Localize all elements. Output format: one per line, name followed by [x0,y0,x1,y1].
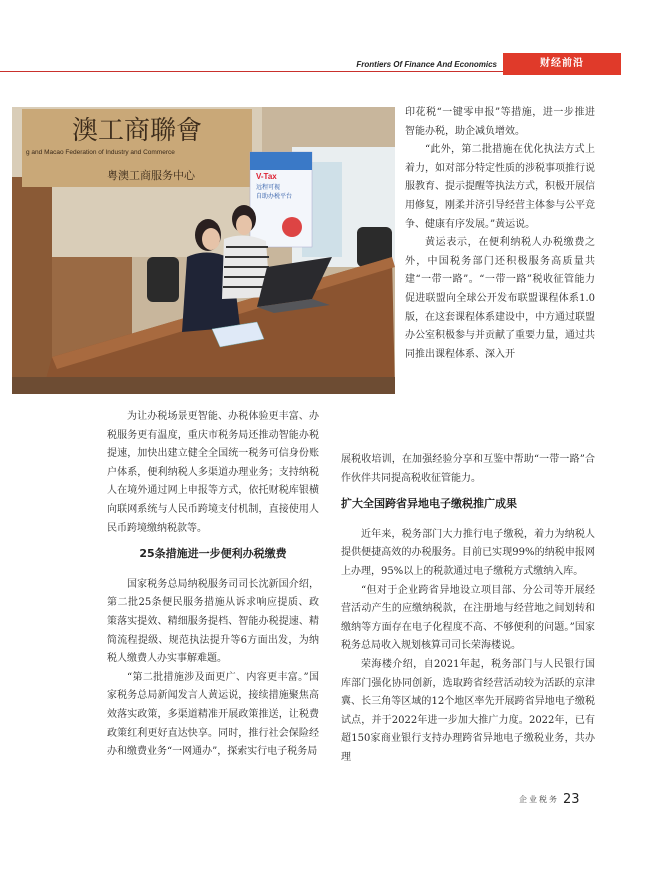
right-column-top [405,104,595,364]
poster-line1: 远程可视 [256,184,281,191]
page-number: 23 [563,792,580,807]
paragraph: 黄运表示，在便利纳税人办税缴费之外，中国税务部门还积极服务高质量共建“一带一路”。“一带一路”税收征管能力促进联盟向全球公开发布联盟课程体系1.0版，在这套课程体系建设中，中方通过联盟办公室积极参与并贡献了重要力量，通过共同推出课程体系、深入开 [405,237,595,360]
section-heading-ecollection: 扩大全国跨省异地电子缴税推广成果 [341,497,517,511]
office-scene-illustration [12,107,395,394]
paragraph: “此外，第二批措施在优化执法方式上着力，如对部分特定性质的涉税事项推行说服教育、提示提醒等执法方式，积极开展信用修复，刚柔并济引导经营主体参与公平竞争、健康有序发展。”黄运说。 [405,144,595,230]
article-photo [12,107,395,394]
header-rule [0,71,503,72]
section-badge: 财经前沿 [503,53,621,75]
paragraph: 展税收培训，在加强经验分享和互鉴中帮助“一带一路”合作伙伴共同提高税收征管能力。 [341,454,595,484]
magazine-name: 企业税务 [519,795,559,804]
sign-top: 澳工商聯會 [72,116,203,146]
right-column-bottom [341,451,595,768]
paragraph: 印花税“一键零申报”等措施，进一步推进智能办税，助企减负增效。 [405,107,595,137]
paragraph: “但对于企业跨省异地设立项目部、分公司等开展经营活动产生的应缴纳税款，在注册地与经营地之间划转和缴纳等方面存在电子化程度不高、不够便利的问题。”国家税务总局收入规划核算司司长荣海楼说。 [341,584,595,652]
paragraph: 近年来，税务部门大力推行电子缴税，着力为纳税人提供便捷高效的办税服务。目前已实现99%的纳税申报网上办理，95%以上的税款通过电子缴税方式缴纳入库。 [341,528,595,577]
paragraph: 荣海楼介绍，自2021年起，税务部门与人民银行国库部门强化协同创新，选取跨省经营活动较为活跃的京津冀、长三角等区域的12个地区率先开展跨省异地电子缴税试点，并于2022年进一步加大推广力度。2022年，已有超150家商业银行支持办理跨省异地电子缴税业务，共办理 [341,658,595,763]
section-heading-25-measures: 25条措施进一步便利办税缴费 [139,547,287,561]
section-title-en: Frontiers Of Finance And Economics [356,60,497,69]
poster-line2: 自助办税平台 [256,193,293,200]
paragraph: 国家税务总局纳税服务司司长沈新国介绍，第二批25条便民服务措施从诉求响应提质、政策落实提效、精细服务提档、智能办税提速、精简流程提级、规范执法提升等6方面出发，为纳税人缴费人办实事解难题。 [107,578,319,665]
paragraph: “第二批措施涉及面更广、内容更丰富。”国家税务总局新闻发言人黄运说，接续措施聚焦高效落实政策，多渠道精准开展政策推送，让税费政策红利更好直达快享。同时，推行社会保险经办和缴费业务“一网通办”，探索实行电子税务局 [107,671,319,758]
page-footer [519,789,580,808]
paragraph: 为让办税场景更智能、办税体验更丰富、办税服务更有温度，重庆市税务局还推动智能办税提速，加快出建立健全全国统一税务可信身份账户体系，便利纳税人多渠道办理业务；支持纳税人在境外通过网上申报等方式，依托财税库银横向联网系统与人民币跨境支付机制，直接使用人民币跨境缴纳税款等。 [107,411,319,534]
left-column [107,408,319,762]
poster-title: V-Tax [256,172,277,181]
sign-en: g and Macao Federation of Industry and Commerce [26,149,175,156]
sign-bottom: 粤澳工商服务中心 [107,169,195,182]
